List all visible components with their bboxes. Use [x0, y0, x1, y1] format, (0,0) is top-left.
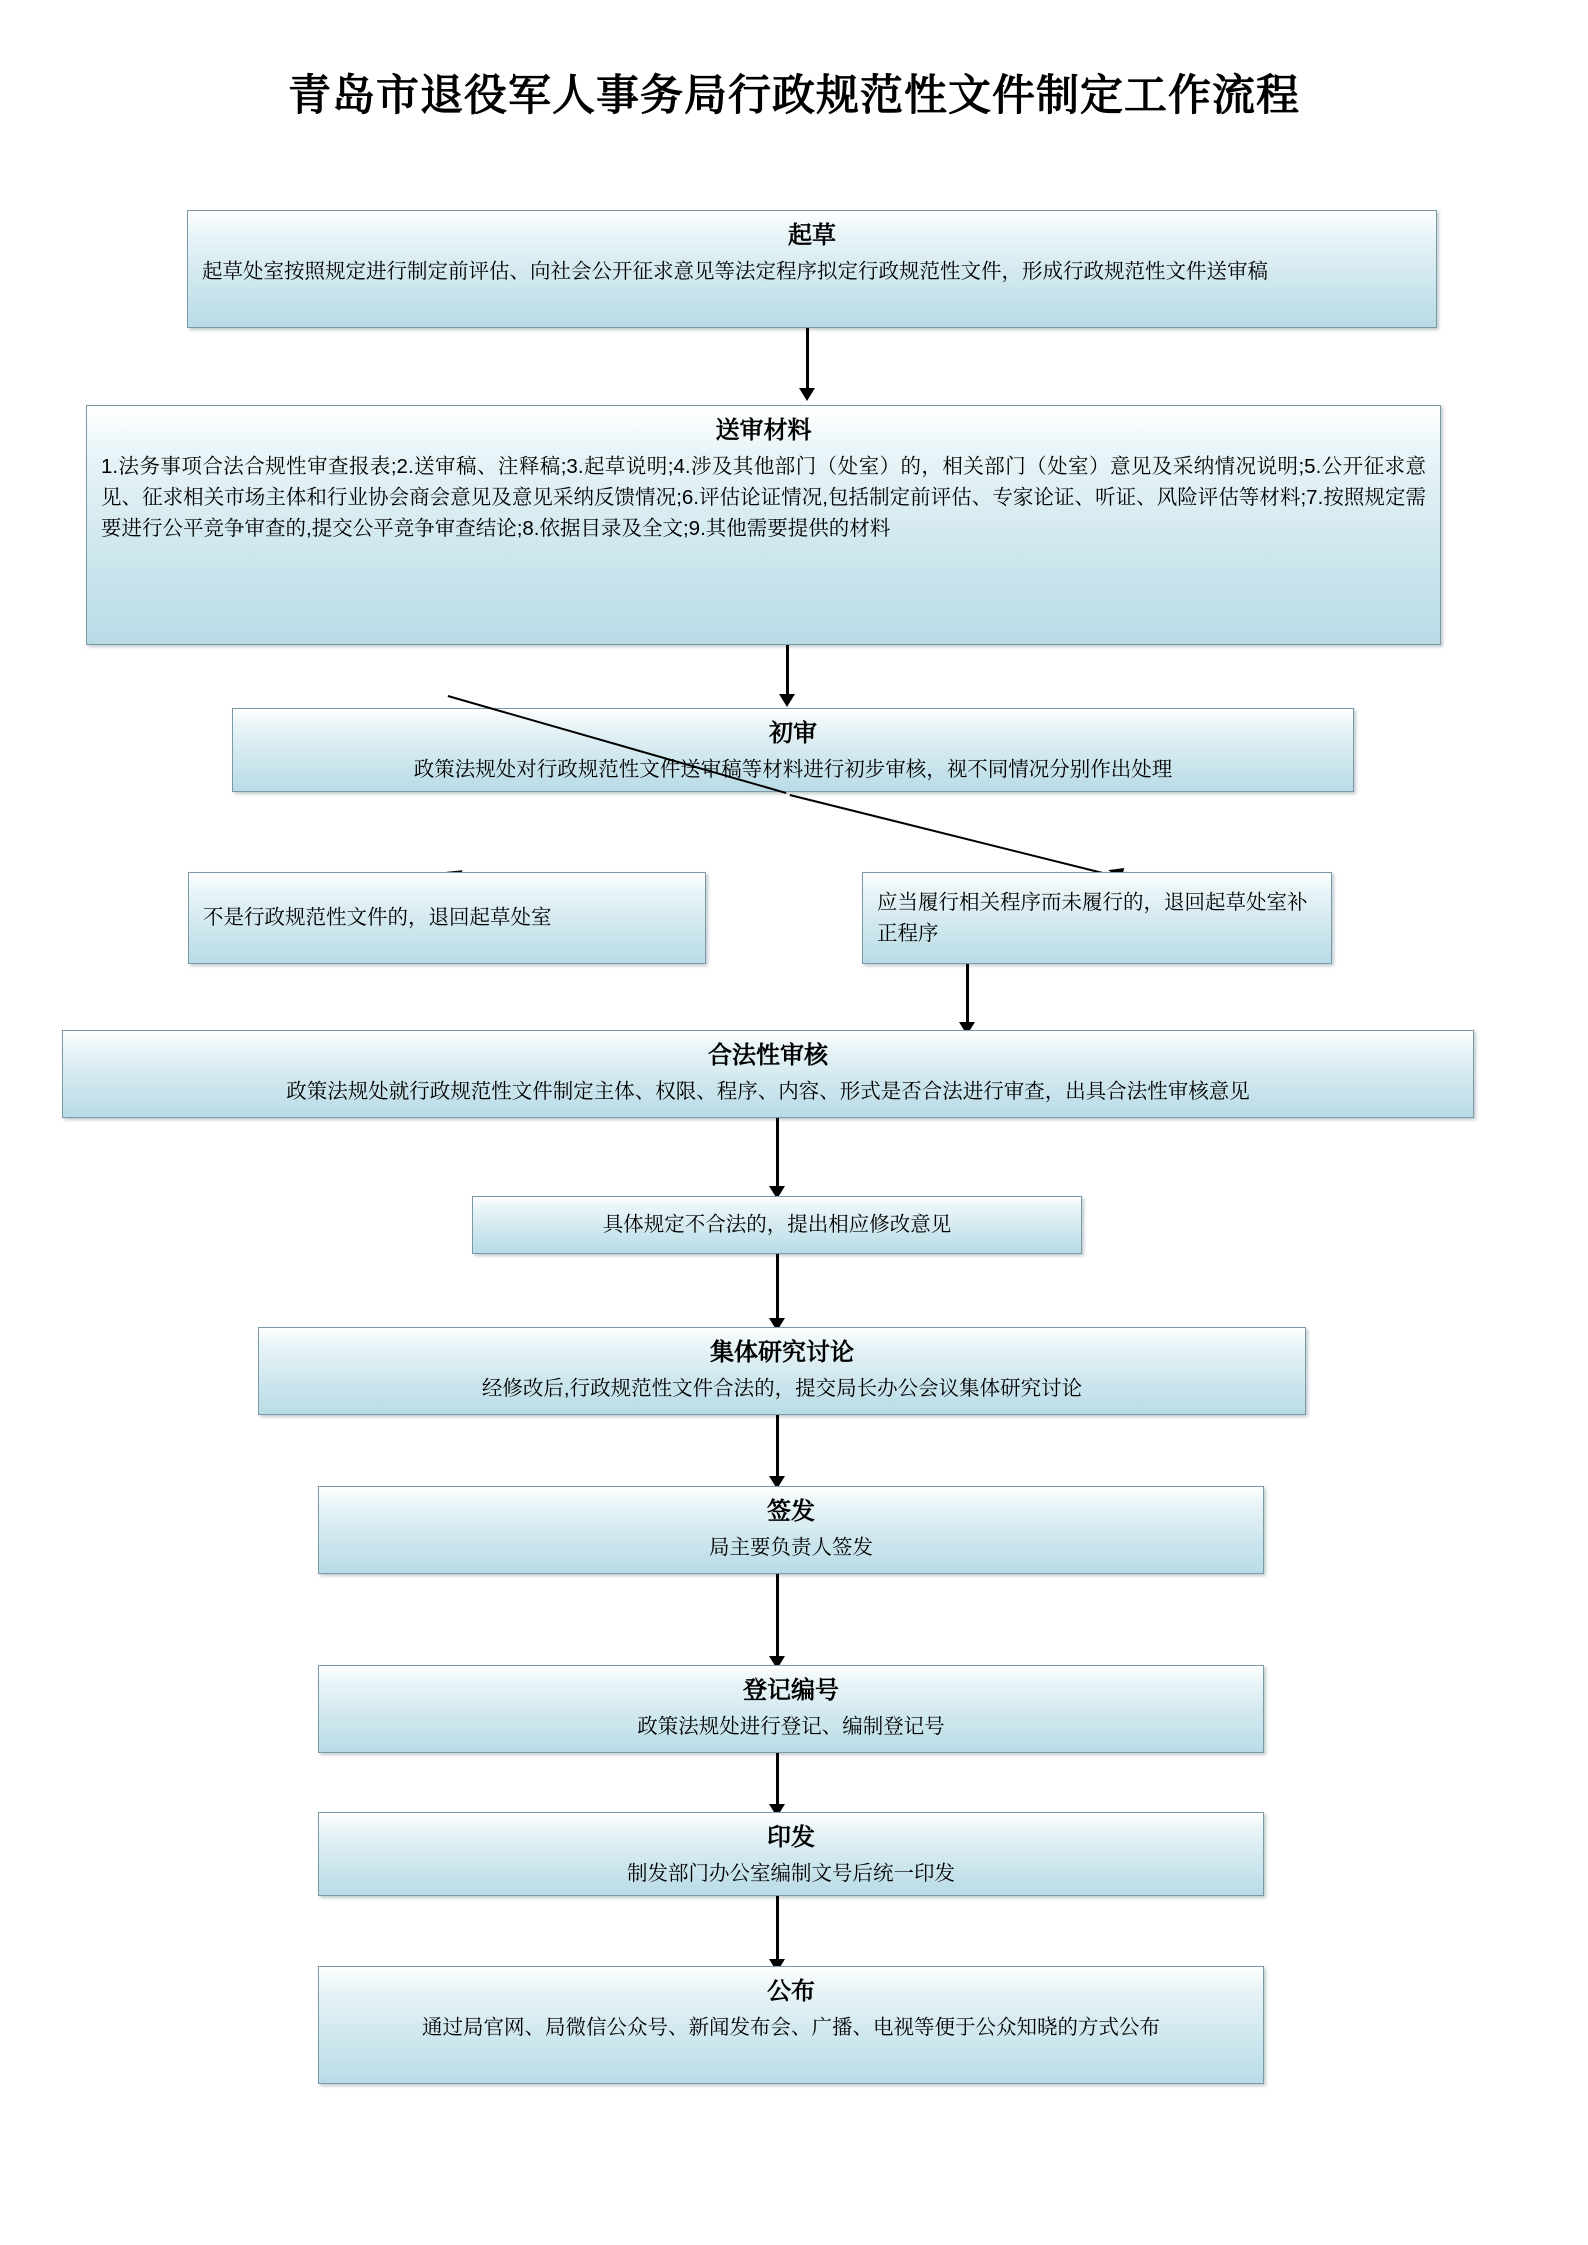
node-collective: [258, 1327, 1306, 1415]
node-print-header: 印发: [767, 1824, 815, 1851]
arrow-first-review-to-branch-right: [790, 794, 1132, 881]
node-first-review-header: 初审: [769, 720, 817, 747]
node-print: [318, 1812, 1264, 1896]
node-materials-body: 1.法务事项合法合规性审查报表;2.送审稿、注释稿;3.起草说明;4.涉及其他部门（处室）的，相关部门（处室）意见及采纳情况说明;5.公开征求意见、征求相关市场主体和行业协会商会意见及意见采纳反馈情况;6.评估论证情况,包括制定前评估、专家论证、听证、风险评估等材料;7.按照规定需要进行公平竞争审查的,提交公平竞争审查结论;8.依据目录及全文;9.其他需要提供的材料: [101, 454, 1426, 541]
node-amend: [472, 1196, 1082, 1254]
arrow-amend-to-collective: [776, 1254, 779, 1322]
page-title: 青岛市退役军人事务局行政规范性文件制定工作流程: [288, 71, 1300, 121]
node-legality: [62, 1030, 1474, 1118]
node-branch-left: [188, 872, 706, 964]
arrow-collective-to-sign: [776, 1415, 779, 1480]
arrow-materials-to-first-review: [786, 645, 789, 698]
arrow-print-to-publish: [776, 1896, 779, 1963]
node-register-header: 登记编号: [743, 1677, 839, 1704]
node-sign-header: 签发: [767, 1498, 815, 1525]
node-amend-body: 具体规定不合法的，提出相应修改意见: [602, 1213, 952, 1237]
node-first-review: [232, 708, 1354, 792]
arrow-legality-to-amend: [776, 1118, 779, 1190]
arrow-draft-to-materials: [806, 328, 809, 392]
arrow-branch-right-to-legality: [966, 964, 969, 1026]
node-register-body: 政策法规处进行登记、编制登记号: [637, 1714, 945, 1738]
node-draft: [187, 210, 1437, 328]
node-collective-body: 经修改后,行政规范性文件合法的，提交局长办公会议集体研究讨论: [481, 1376, 1083, 1400]
node-print-body: 制发部门办公室编制文号后统一印发: [627, 1861, 955, 1885]
node-sign-body: 局主要负责人签发: [709, 1535, 873, 1559]
node-legality-body: 政策法规处就行政规范性文件制定主体、权限、程序、内容、形式是否合法进行审查，出具合法性审核意见: [286, 1079, 1250, 1103]
node-branch-right: [862, 872, 1332, 964]
arrow-register-to-print: [776, 1753, 779, 1808]
node-legality-header: 合法性审核: [708, 1042, 828, 1069]
node-draft-body: 起草处室按照规定进行制定前评估、向社会公开征求意见等法定程序拟定行政规范性文件，形成行政规范性文件送审稿: [202, 259, 1268, 283]
node-publish: [318, 1966, 1264, 2084]
node-first-review-body: 政策法规处对行政规范性文件送审稿等材料进行初步审核，视不同情况分别作出处理: [413, 757, 1173, 781]
node-materials-header: 送审材料: [715, 417, 812, 444]
node-register: [318, 1665, 1264, 1753]
node-branch-left-body: 不是行政规范性文件的，退回起草处室: [203, 906, 552, 930]
node-branch-right-body: 应当履行相关程序而未履行的，退回起草处室补正程序: [877, 890, 1308, 945]
arrowhead-materials-to-first-review: [779, 694, 795, 707]
node-materials: [86, 405, 1441, 645]
node-sign: [318, 1486, 1264, 1574]
node-publish-body: 通过局官网、局微信公众号、新闻发布会、广播、电视等便于公众知晓的方式公布: [422, 2015, 1160, 2039]
node-draft-header: 起草: [788, 222, 836, 249]
node-publish-header: 公布: [767, 1978, 815, 2005]
arrow-sign-to-register: [776, 1574, 779, 1660]
node-collective-header: 集体研究讨论: [710, 1339, 854, 1366]
arrowhead-draft-to-materials: [799, 388, 815, 401]
